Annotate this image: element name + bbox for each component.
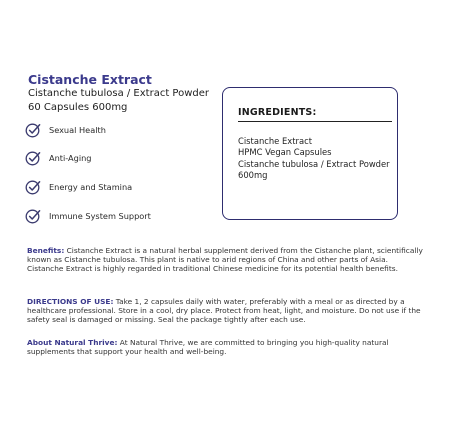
ingredient-item: Cistanche tubulosa / Extract Powder (238, 158, 390, 169)
benefit-item (25, 118, 106, 142)
ingredient-item: HPMC Vegan Capsules (238, 147, 332, 158)
benefit-label: Anti-Aging (49, 153, 92, 163)
about-paragraph (27, 338, 425, 356)
directions-label: DIRECTIONS OF USE: (27, 297, 114, 306)
ingredient-list (238, 136, 390, 182)
benefit-label: Immune System Support (49, 211, 151, 221)
directions-paragraph (27, 297, 425, 325)
benefit-label: Sexual Health (49, 125, 106, 135)
about-label: About Natural Thrive: (27, 338, 118, 347)
benefit-item (25, 175, 132, 199)
check-circle-icon (25, 179, 41, 195)
benefits-text: Cistanche Extract is a natural herbal supplement derived from the Cistanche plant, scientifically known as Cistanche tubulosa. This plant is native to arid regions of China and other parts of Asia. Cistanche Extract is highly regarded in traditional Chinese medicine for its potential health benefits. (27, 246, 423, 274)
ingredients-box (222, 87, 398, 220)
ingredients-divider (238, 121, 392, 122)
check-circle-icon (25, 122, 41, 138)
ingredients-heading: INGREDIENTS: (238, 107, 317, 118)
product-subtitle: Cistanche tubulosa / Extract Powder (28, 88, 210, 99)
benefits-paragraph (27, 246, 425, 274)
product-size: 60 Capsules 600mg (28, 102, 128, 113)
ingredient-item: Cistanche Extract (238, 136, 312, 146)
check-circle-icon (25, 208, 41, 224)
about-text: At Natural Thrive, we are committed to bringing you high-quality natural supplements that support your health and well-being. (27, 338, 389, 357)
ingredient-item: 600mg (238, 170, 268, 181)
directions-text: Take 1, 2 capsules daily with water, preferably with a meal or as directed by a healthcare professional. Store in a cool, dry place. Protect from heat, light, and moisture. Do not use if the safety seal is damaged or missing. Seal the package tightly after each use. (27, 297, 421, 325)
benefit-item (25, 204, 151, 228)
product-title: Cistanche Extract (28, 72, 152, 87)
check-circle-icon (25, 150, 41, 166)
benefit-item (25, 146, 92, 170)
benefits-label: Benefits: (27, 246, 65, 255)
benefit-label: Energy and Stamina (49, 182, 133, 192)
